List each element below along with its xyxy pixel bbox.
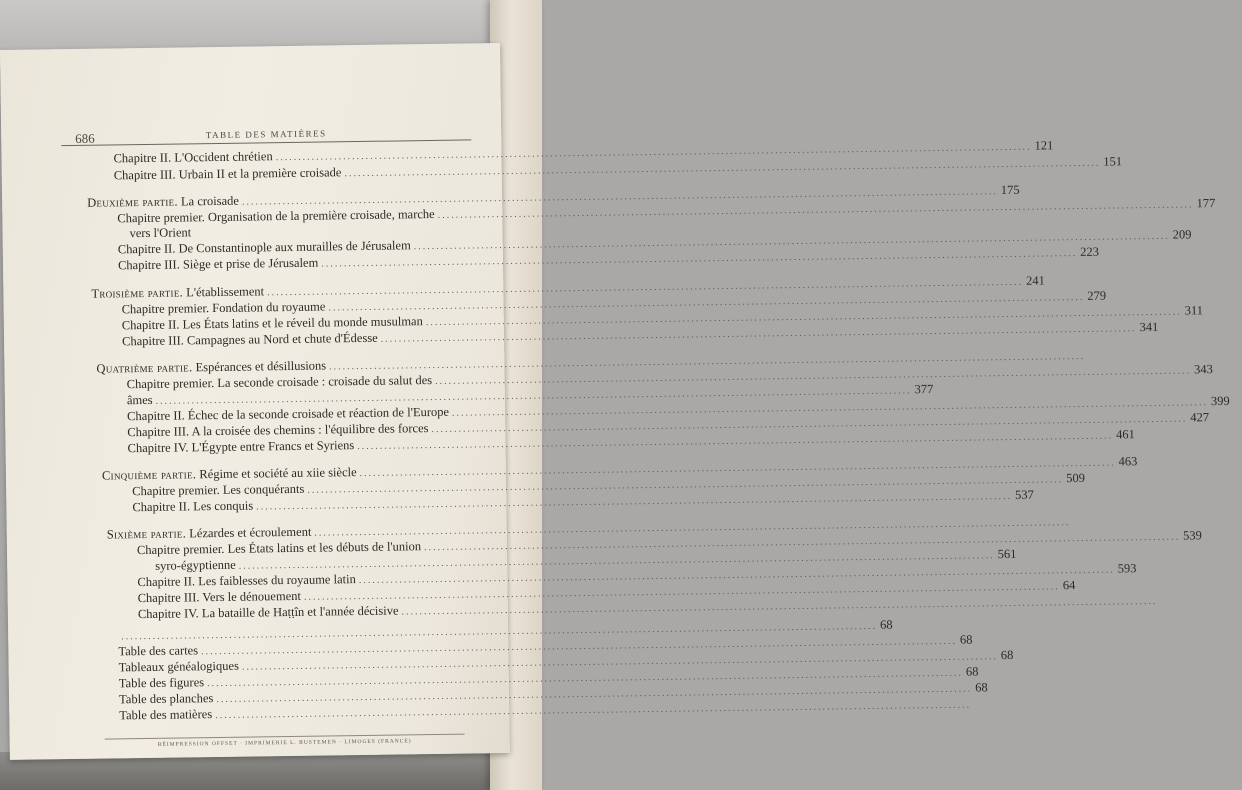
toc-entry: Chapitre premier. Les conquérants ..... 509 <box>132 479 518 499</box>
toc-part: Sixième partie. Lézardes et écroulement ..... <box>107 522 519 543</box>
toc-entry: Chapitre II. De Constantinople aux murailles de Jérusalem ..... 209 <box>118 237 515 258</box>
toc-entry: Chapitre II. Les conquis ..... 537 <box>132 495 518 515</box>
toc-entry: ..... 68 <box>118 623 520 644</box>
toc-entry: Table des matières ..... <box>119 703 521 724</box>
toc-part: Deuxième partie. La croisade ..... 175 <box>87 190 514 211</box>
toc-entry: Chapitre premier. La seconde croisade : croisade du salut des ..... 343 <box>127 372 517 392</box>
toc-entry: syro-égyptienne ..... 561 <box>155 554 519 574</box>
toc-entry: Chapitre III. A la croisée des chemins : l'équilibre des forces ..... 427 <box>127 420 517 440</box>
toc-entry: Chapitre premier. Organisation de la première croisade, marche ..... 177 <box>117 206 514 227</box>
toc-entry: Chapitre IV. La bataille de Haṭṭîn et l'année décisive ..... <box>138 602 520 622</box>
toc-part: Troisième partie. L'établissement ..... 241 <box>91 281 515 302</box>
toc-part: Quatrième partie. Espérances et désillusions ..... <box>96 356 516 377</box>
toc-entry: Table des cartes ..... 68 <box>118 639 520 660</box>
toc-entry: Chapitre III. Vers le dénouement ..... 64 <box>138 586 520 606</box>
toc-entry: Chapitre IV. L'Égypte entre Francs et Syriens ..... 461 <box>127 436 517 456</box>
toc-entry: Tableaux généalogiques ..... 68 <box>119 655 521 676</box>
book-page <box>0 43 1230 760</box>
toc-entry: Table des planches ..... 68 <box>119 687 521 708</box>
toc-entry: Chapitre premier. Les États latins et les débuts de l'union ..... 539 <box>137 538 519 558</box>
toc-entry: Chapitre III. Campagnes au Nord et chute d'Édesse ..... 341 <box>122 329 516 349</box>
toc-entry: Chapitre III. Siège et prise de Jérusalem ..... 223 <box>118 253 515 274</box>
printer-imprint: RÉIMPRESSION OFFSET · IMPRIMERIE L. BUSTEMEN · LIMOGES (FRANCE) <box>157 738 412 748</box>
table-of-contents <box>0 43 1230 760</box>
running-title: TABLE DES MATIÈRES <box>205 128 327 141</box>
toc-entry: vers l'Orient <box>129 225 192 241</box>
toc-part: Cinquième partie. Régime et société au xiie siècle ..... 463 <box>102 463 518 484</box>
page-number: 686 <box>75 130 95 146</box>
toc-entry: Chapitre II. Les faiblesses du royaume latin ..... 593 <box>137 570 519 590</box>
toc-entry: Chapitre premier. Fondation du royaume ..... 279 <box>122 297 516 317</box>
toc-entry: Chapitre II. Échec de la seconde croisade et réaction de l'Europe ..... 399 <box>127 404 517 424</box>
toc-entry: Chapitre II. L'Occident chrétien ..... 121 <box>113 146 513 167</box>
toc-entry: Table des figures ..... 68 <box>119 671 521 692</box>
toc-entry: Chapitre II. Les États latins et le réveil du monde musulman ..... 311 <box>122 313 516 333</box>
toc-entry: âmes ..... 377 <box>127 388 517 408</box>
toc-entry: Chapitre III. Urbain II et la première croisade ..... 151 <box>114 163 514 184</box>
